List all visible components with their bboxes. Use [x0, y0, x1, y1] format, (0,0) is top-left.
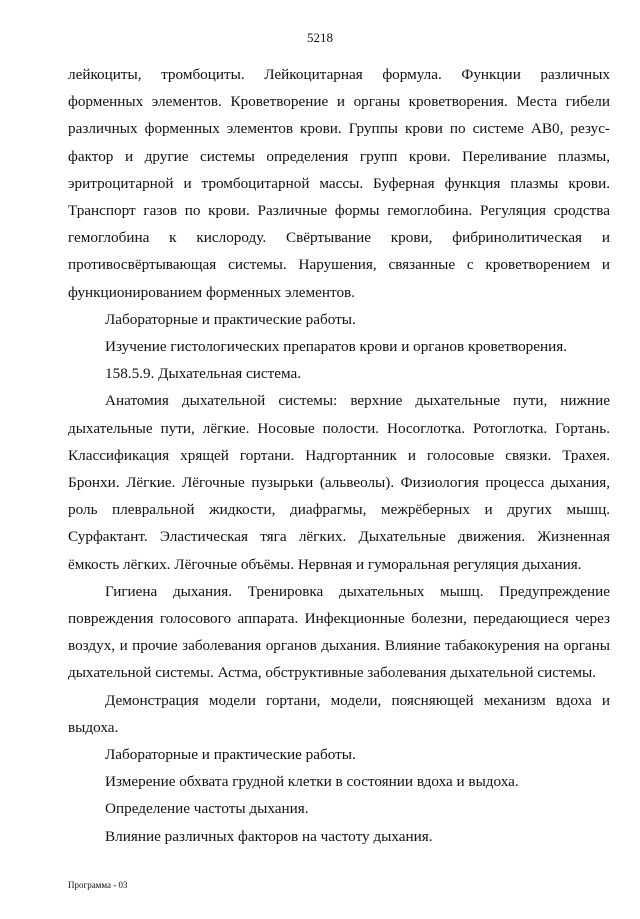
paragraph-blood-continued: лейкоциты, тромбоциты. Лейкоцитарная формула. Функции различных форменных элементов. Кроветворение и органы кроветворения. Места гибели различных форменных элементов крови. Группы крови по системе АВ0, резус-фактор и другие системы определения групп крови. Переливание плазмы, эритроцитарной и тромбоцитарной массы. Буферная функция плазмы крови. Транспорт газов по крови. Различные формы гемоглобина. Регуляция сродства гемоглобина к кислороду. Свёртывание крови, фибринолитическая и противосвёртывающая системы. Нарушения, связанные с кроветворением и функционированием форменных элементов. [68, 66, 610, 301]
page-number: 5218 [307, 30, 333, 45]
paragraph-respiratory-anatomy: Анатомия дыхательной системы: верхние дыхательные пути, нижние дыхательные пути, лёгкие. Носовые полости. Носоглотка. Ротоглотка. Гортань. Классификация хрящей гортани. Надгортанник и голосовые связки. Трахея. Бронхи. Лёгкие. Лёгочные пузырьки (альвеолы). Физиология процесса дыхания, роль плевральной жидкости, диафрагмы, межрёберных и других мышц. Сурфактант. Эластическая тяга лёгких. Дыхательные движения. Жизненная ёмкость лёгких. Лёгочные объёмы. Нервная и гуморальная регуляция дыхания. [68, 392, 610, 573]
paragraph-breathing-factors: Влияние различных факторов на частоту дыхания. [105, 827, 433, 845]
paragraph-lab-works-heading-2: Лабораторные и практические работы. [105, 746, 356, 764]
paragraph-lab-works-heading: Лабораторные и практические работы. [105, 310, 356, 328]
paragraph-chest-measurement: Измерение обхвата грудной клетки в состоянии вдоха и выдоха. [105, 773, 519, 791]
paragraph-breathing-rate: Определение частоты дыхания. [105, 800, 309, 818]
page-body [68, 61, 610, 850]
footer-program-label: Программа - 03 [68, 880, 128, 890]
paragraph-respiratory-hygiene: Гигиена дыхания. Тренировка дыхательных мышц. Предупреждение повреждения голосового аппарата. Инфекционные болезни, передающиеся через воздух, и прочие заболевания органов дыхания. Влияние табакокурения на органы дыхательной системы. Астма, обструктивные заболевания дыхательной системы. [68, 582, 610, 682]
paragraph-histology-study: Изучение гистологических препаратов крови и органов кроветворения. [105, 338, 568, 356]
section-heading-respiratory-system: 158.5.9. Дыхательная система. [105, 365, 302, 383]
paragraph-demonstration: Демонстрация модели гортани, модели, поясняющей механизм вдоха и выдоха. [68, 691, 610, 736]
